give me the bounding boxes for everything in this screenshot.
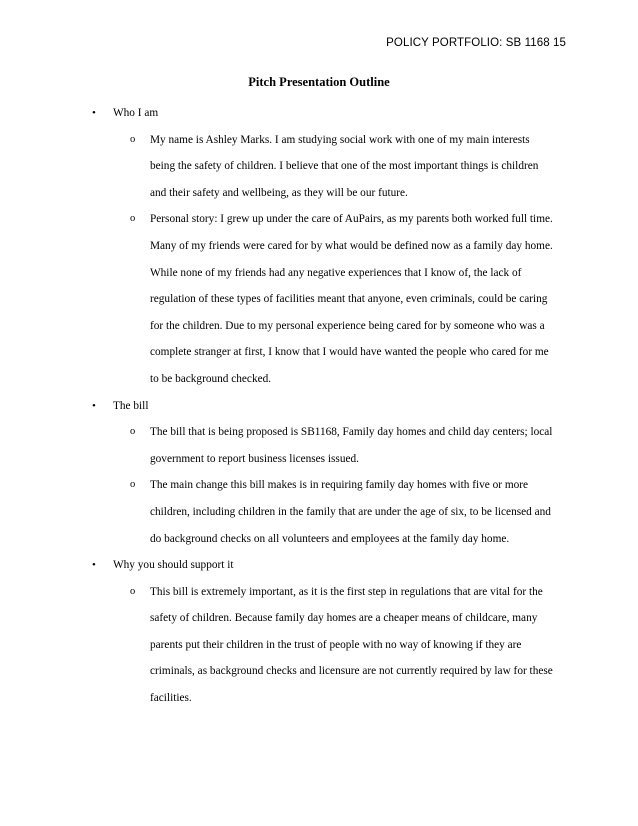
text-line: Personal story: I grew up under the care of AuPairs, as my parents both worked full time. [150, 213, 553, 226]
text-line: children, including children in the family that are under the age of six, to be licensed and [150, 505, 551, 518]
outline-subitem [0, 206, 563, 392]
section-label: Who I am [113, 107, 159, 119]
text-line: for the children. Due to my personal experience being cared for by someone who was a [150, 319, 545, 332]
bullet-icon: • [92, 399, 96, 412]
sub-bullet-icon: o [130, 213, 136, 225]
text-line: and their safety and wellbeing, as they will be our future. [150, 186, 408, 199]
outline-subitem [0, 579, 563, 712]
text-line: complete stranger at first, I know that I would have wanted the people who cared for me [150, 346, 549, 359]
bullet-icon: • [92, 559, 96, 572]
text-line: safety of children. Because family day homes are a cheaper means of childcare, many [150, 612, 538, 625]
text-line: parents put their children in the trust of people with no way of knowing if they are [150, 638, 522, 651]
text-line: The main change this bill makes is in requiring family day homes with five or more [150, 479, 529, 492]
text-line: regulation of these types of facilities meant that anyone, even criminals, could be caring [150, 293, 548, 306]
text-line: Many of my friends were cared for by what would be defined now as a family day home. [150, 239, 553, 252]
text-line: facilities. [150, 692, 192, 705]
page-header: POLICY PORTFOLIO: SB 1168 15 [386, 37, 566, 49]
text-line: This bill is extremely important, as it is the first step in regulations that are vital for the [150, 585, 543, 598]
bullet-icon: • [92, 107, 96, 119]
sub-bullet-icon: o [130, 585, 136, 597]
text-line: do background checks on all volunteers and employees at the family day home. [150, 532, 510, 545]
section-label: The bill [113, 399, 149, 412]
outline-subitem [0, 127, 563, 207]
text-line: government to report business licenses issued. [150, 452, 359, 465]
sub-bullet-icon: o [130, 133, 136, 145]
text-line: While none of my friends had any negative experiences that I know of, the lack of [150, 266, 522, 279]
outline-subitem [0, 472, 563, 552]
sub-bullet-icon: o [130, 479, 136, 491]
sub-bullet-icon: o [130, 426, 136, 438]
page-title: Pitch Presentation Outline [248, 75, 390, 89]
text-line: being the safety of children. I believe that one of the most important things is children [150, 160, 539, 173]
outline [0, 100, 638, 712]
text-line: criminals, as background checks and licensure are not currently required by law for these [150, 665, 553, 678]
section-label: Why you should support it [113, 559, 234, 572]
outline-section-why-support [0, 552, 638, 579]
outline-section-the-bill [0, 393, 638, 420]
text-line: My name is Ashley Marks. I am studying social work with one of my main interests [150, 133, 530, 146]
text-line: to be background checked. [150, 372, 272, 385]
outline-subitem [0, 419, 563, 472]
text-line: The bill that is being proposed is SB1168, Family day homes and child day centers; local [150, 426, 553, 439]
outline-section-who-i-am [0, 100, 638, 127]
